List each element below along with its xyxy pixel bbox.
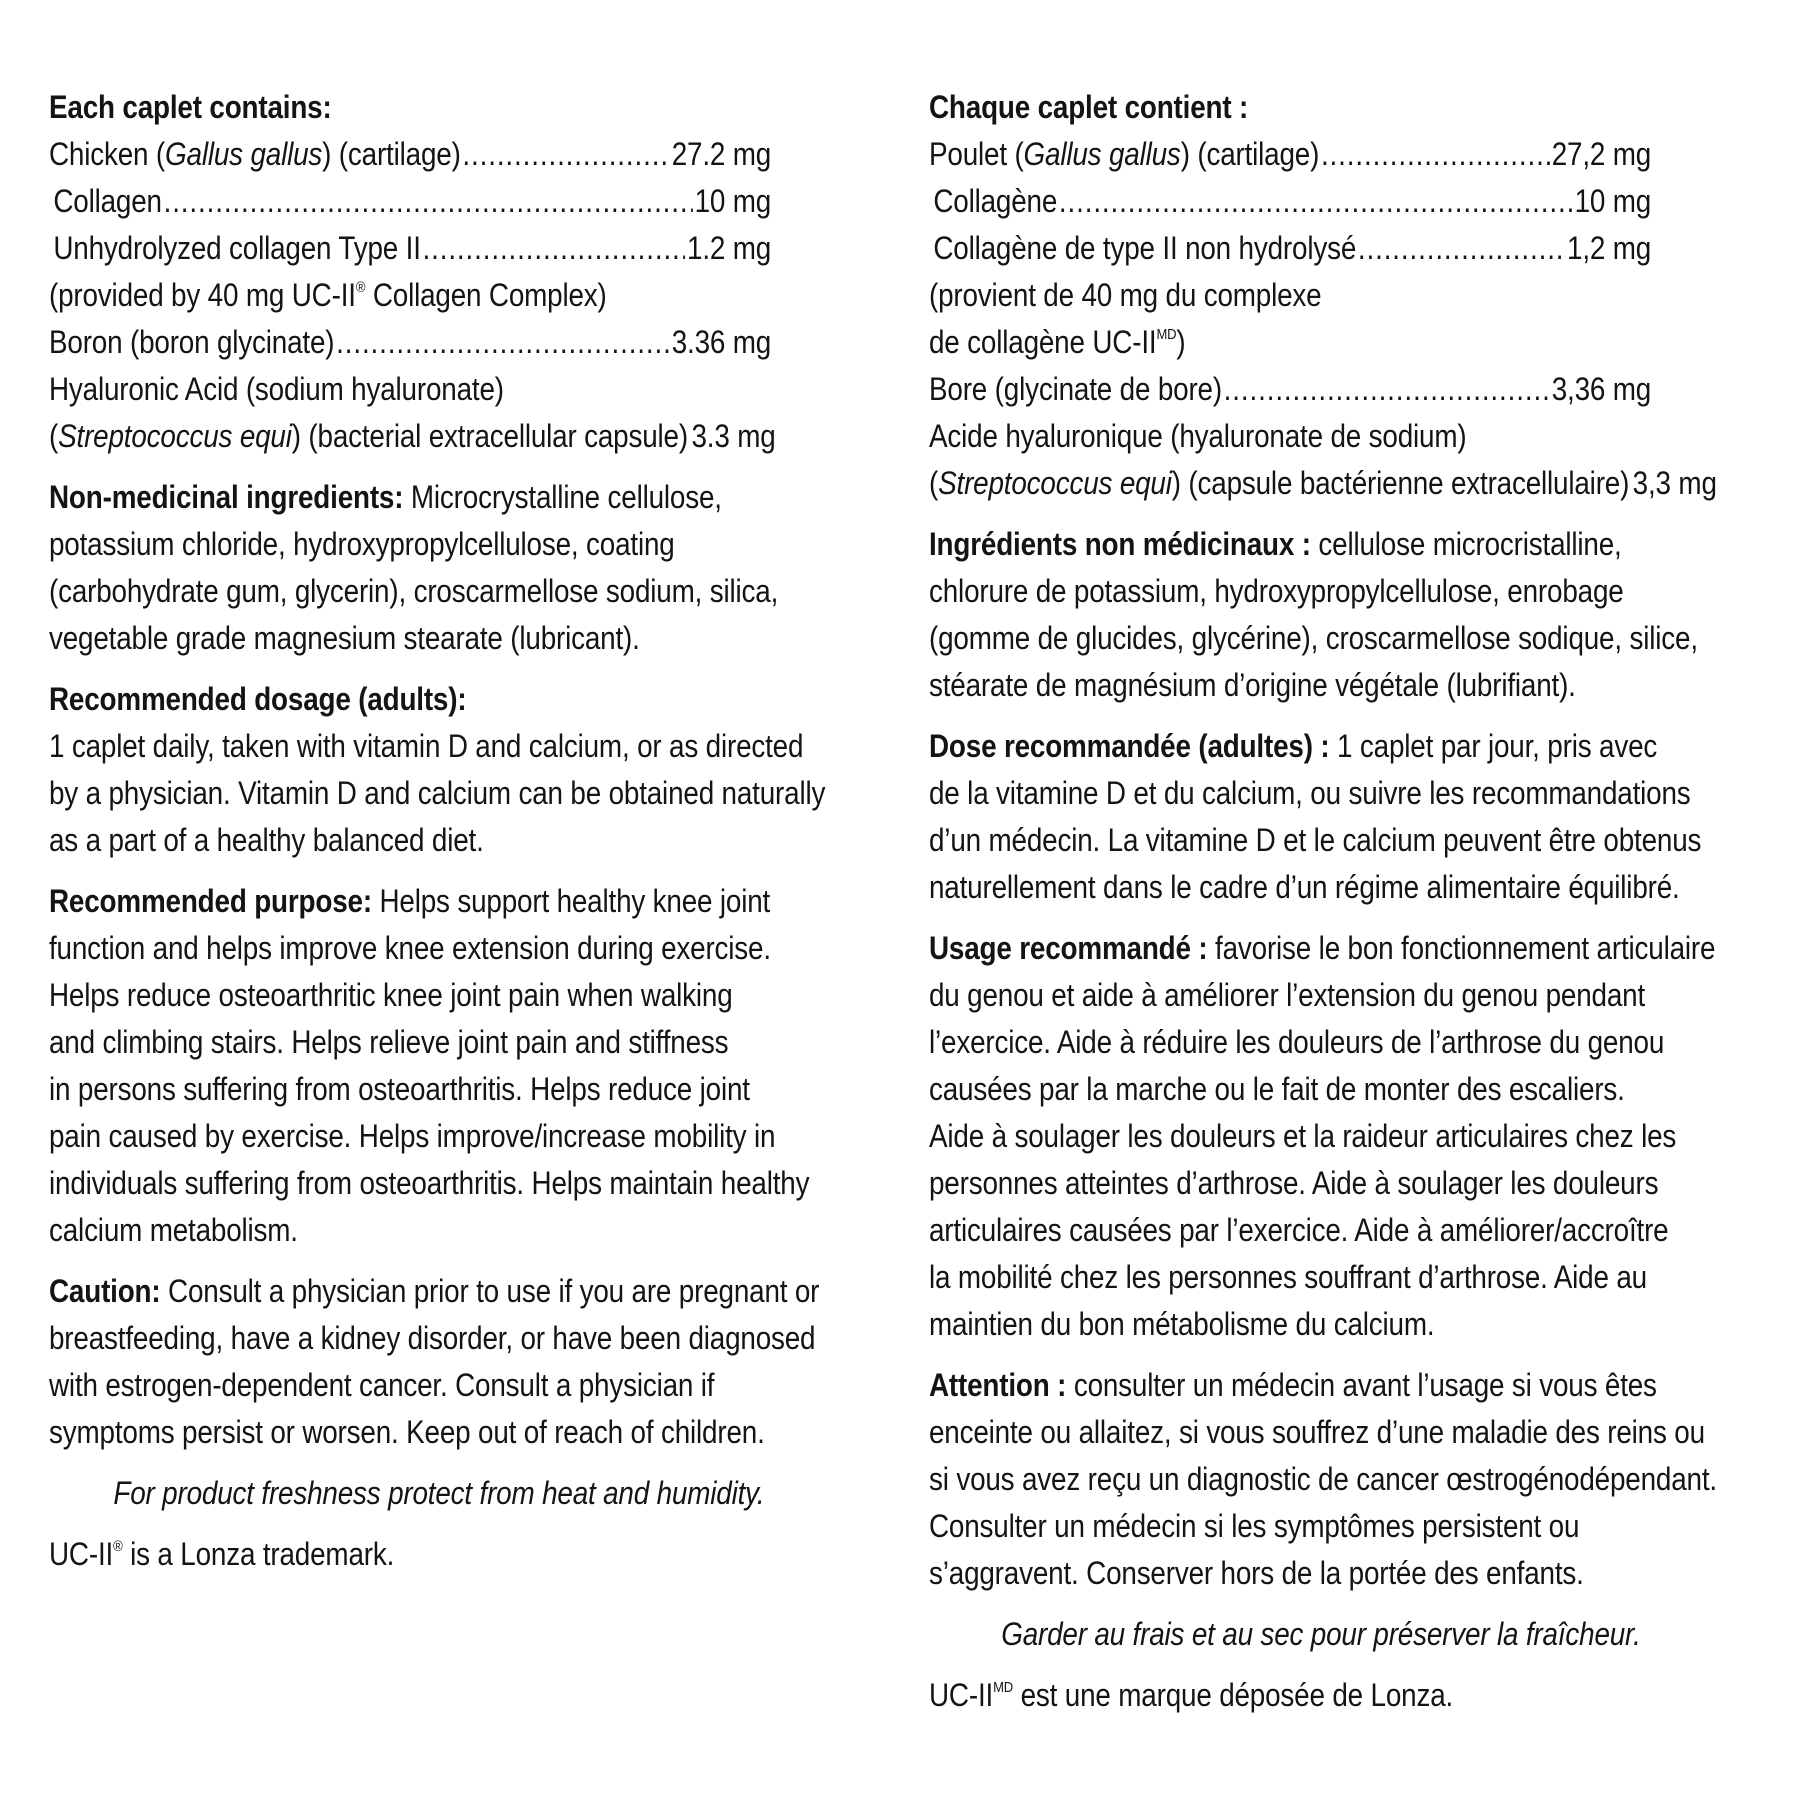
caution-section: Attention : consulter un médecin avant l’usage si vous êtes enceinte ou allaitez, si vous souffrez d’une maladie des reins ou si vous avez reçu un diagnostic de cancer œstrogénodépendant. Consulter un médecin si les symptômes persistent ou s’aggravent. Conserver hors de la portée des enfants. <box>929 1367 1717 1591</box>
purpose-section: Usage recommandé : favorise le bon fonctionnement articulaire du genou et aide à améliorer l’extension du genou pendant l’exercice. Aide à réduire les douleurs de l’arthrose du genou causées par la marche ou le fait de monter des escaliers. Aide à soulager les douleurs et la raideur articulaires chez les personnes atteintes d’arthrose. Aide à soulager les douleurs articulaires causées par l’exercice. Aide à améliorer/accroître la mobilité chez les personnes souffrant d’arthrose. Aide au maintien du bon métabolisme du calcium. <box>929 930 1716 1342</box>
caution-label: Attention : <box>929 1367 1067 1403</box>
ingredient-row-strep: (Streptococcus equi) (bacterial extracellular capsule) 3.3 mg <box>49 413 771 460</box>
english-column <box>49 84 826 1578</box>
dosage-section: Dose recommandée (adultes) : 1 caplet par jour, pris avec de la vitamine D et du calcium, ou suivre les recommandations d’un médecin. La vitamine D et le calcium peuvent être obtenus naturellement dans le cadre d’un régime alimentaire équilibré. <box>929 728 1702 905</box>
hyaluronic-line: Hyaluronic Acid (sodium hyaluronate) <box>49 371 504 407</box>
ingredient-row-collagen: Collagène ..... 10 mg <box>929 178 1651 225</box>
ingredient-amount: 3,36 mg <box>1551 371 1652 407</box>
ingredient-row-collagen: Collagen ..... 10 mg <box>49 178 771 225</box>
contains-heading: Chaque caplet contient : <box>929 89 1249 125</box>
french-column <box>929 84 1717 1719</box>
trademark-note: UC-II® is a Lonza trademark. <box>49 1536 395 1572</box>
ingredient-amount: 27,2 mg <box>1551 136 1652 172</box>
ingredient-row-boron: Bore (glycinate de bore) ..... 3,36 mg <box>929 366 1651 413</box>
leader-dots <box>1358 225 1565 272</box>
ingredient-amount: 27.2 mg <box>671 136 772 172</box>
purpose-label: Usage recommandé : <box>929 930 1208 966</box>
dosage-label: Dose recommandée (adultes) : <box>929 728 1330 764</box>
caution-section: Caution: Consult a physician prior to use if you are pregnant or breastfeeding, have a kidney disorder, or have been diagnosed with estrogen-dependent cancer. Consult a physician if symptoms persist or worsen. Keep out of reach of children. <box>49 1273 820 1450</box>
ingredient-amount: 1.2 mg <box>687 230 772 266</box>
contains-heading: Each caplet contains: <box>49 89 332 125</box>
purpose-label: Recommended purpose: <box>49 883 372 919</box>
provided-note: (provient de 40 mg du complexe <box>929 277 1322 313</box>
trademark-note: $UC-II^{MD}$ est une marque déposée de Lonza. <box>929 1677 1454 1713</box>
provided-note: (provided by 40 mg UC-II® Collagen Complex) <box>49 277 607 313</box>
dosage-section: Recommended dosage (adults): 1 caplet daily, taken with vitamin D and calcium, or as directed by a physician. Vitamin D and calcium can be obtained naturally as a part of a healthy balanced diet. <box>49 676 771 864</box>
ingredient-row-unhydrolyzed: Collagène de type II non hydrolysé ..... 1,2 mg <box>929 225 1651 272</box>
ingredient-amount: 3.36 mg <box>671 324 772 360</box>
ingredient-amount: 3,3 mg <box>1632 465 1717 501</box>
nonmed-label: Ingrédients non médicinaux : <box>929 526 1311 562</box>
ingredient-amount: 1,2 mg <box>1567 230 1652 266</box>
freshness-note: For product freshness protect from heat and humidity. <box>113 1475 765 1511</box>
ingredient-amount: 10 mg <box>1574 183 1652 219</box>
ingredient-row-strep: (Streptococcus equi) (capsule bactérienne extracellulaire) 3,3 mg <box>929 460 1651 507</box>
provided-note-cont: de collagène $UC-II^{MD}$) <box>929 324 1186 360</box>
nonmed-label: Non-medicinal ingredients: <box>49 479 404 515</box>
leader-dots <box>1321 131 1550 178</box>
leader-dots <box>423 225 686 272</box>
leader-dots <box>1224 366 1550 413</box>
ingredient-row-unhydrolyzed: Unhydrolyzed collagen Type II ..... 1.2 mg <box>49 225 771 272</box>
nonmed-section: Ingrédients non médicinaux : cellulose microcristalline, chlorure de potassium, hydroxypropylcellulose, enrobage (gomme de glucides, glycérine), croscarmellose sodique, silice, stéarate de magnésium d’origine végétale (lubrifiant). <box>929 526 1698 703</box>
nonmed-section: Non-medicinal ingredients: Microcrystalline cellulose, potassium chloride, hydroxypropylcellulose, coating (carbohydrate gum, glycerin), croscarmellose sodium, silica, vegetable grade magnesium stearate (lubricant). <box>49 479 779 656</box>
leader-dots <box>462 131 670 178</box>
ingredient-row-chicken: Poulet (Gallus gallus) (cartilage) ..... 27,2 mg <box>929 131 1651 178</box>
ingredient-row-boron: Boron (boron glycinate) ..... 3.36 mg <box>49 319 771 366</box>
freshness-note: Garder au frais et au sec pour préserver la fraîcheur. <box>1001 1616 1641 1652</box>
dosage-label: Recommended dosage (adults): <box>49 681 467 717</box>
ingredient-amount: 3.3 mg <box>691 418 776 454</box>
ingredient-row-chicken: Chicken (Gallus gallus) (cartilage) ..... 27.2 mg <box>49 131 771 178</box>
ingredient-amount: 10 mg <box>694 183 772 219</box>
hyaluronic-line: Acide hyaluronique (hyaluronate de sodium) <box>929 418 1467 454</box>
purpose-section: Recommended purpose: Helps support healthy knee joint function and helps improve knee extension during exercise. Helps reduce osteoarthritic knee joint pain when walking and climbing stairs. Helps relieve joint pain and stiffness in persons suffering from osteoarthritis. Helps reduce joint pain caused by exercise. Helps improve/increase mobility in individuals suffering from osteoarthritis. Helps maintain healthy calcium metabolism. <box>49 883 810 1248</box>
caution-label: Caution: <box>49 1273 161 1309</box>
leader-dots <box>164 178 693 225</box>
leader-dots <box>1059 178 1573 225</box>
leader-dots <box>336 319 670 366</box>
